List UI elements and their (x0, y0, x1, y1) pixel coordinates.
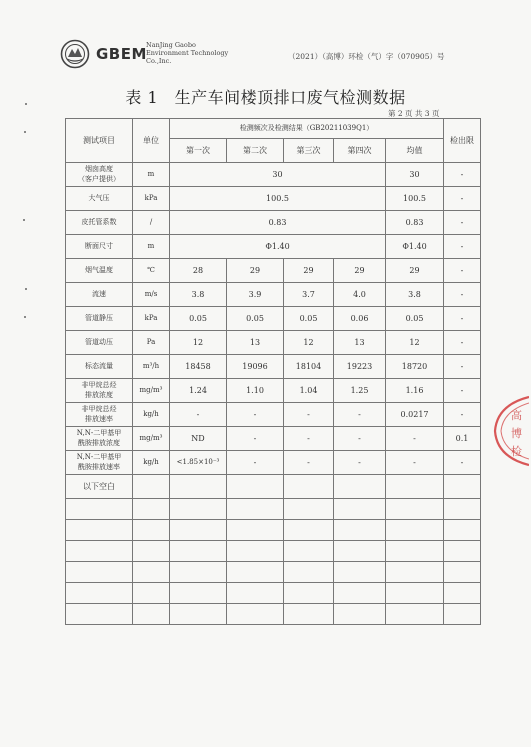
row-value: - (227, 427, 284, 451)
empty-cell (66, 499, 133, 520)
empty-cell (66, 520, 133, 541)
row-unit: m (133, 163, 170, 187)
row-item: 流速 (66, 283, 133, 307)
row-value: 3.7 (284, 283, 334, 307)
margin-mark (24, 131, 26, 133)
header-run-2: 第二次 (227, 139, 284, 163)
row-unit: ℃ (133, 259, 170, 283)
margin-mark (24, 316, 26, 318)
row-item: N,N-二甲基甲 酰胺排放速率 (66, 451, 133, 475)
row-value: 0.05 (227, 307, 284, 331)
empty-cell (284, 475, 334, 499)
empty-row (66, 541, 481, 562)
row-unit: mg/m³ (133, 379, 170, 403)
empty-cell (386, 541, 444, 562)
table-row (66, 283, 481, 307)
empty-cell (284, 583, 334, 604)
row-value: 29 (284, 259, 334, 283)
table-title: 表 1 生产车间楼顶排口废气检测数据 (125, 88, 406, 107)
row-item: 断面尺寸 (66, 235, 133, 259)
empty-cell (170, 604, 227, 625)
table-row (66, 331, 481, 355)
row-value: 13 (334, 331, 386, 355)
header-unit: 单位 (133, 119, 170, 163)
empty-cell (386, 604, 444, 625)
header-results: 检测频次及检测结果（GB20211039Q1） (170, 119, 444, 139)
empty-cell (386, 475, 444, 499)
empty-cell (227, 499, 284, 520)
blank-note: 以下空白 (66, 475, 133, 499)
empty-cell (227, 604, 284, 625)
row-average: 0.05 (386, 307, 444, 331)
empty-cell (444, 562, 481, 583)
row-unit: mg/m³ (133, 427, 170, 451)
row-value: - (227, 451, 284, 475)
empty-cell (334, 520, 386, 541)
header-run-3: 第三次 (284, 139, 334, 163)
row-limit: - (444, 355, 481, 379)
row-unit: kPa (133, 187, 170, 211)
row-average: 100.5 (386, 187, 444, 211)
row-average: - (386, 427, 444, 451)
empty-cell (334, 541, 386, 562)
empty-cell (284, 499, 334, 520)
row-limit: - (444, 163, 481, 187)
row-average: Φ1.40 (386, 235, 444, 259)
row-value: 29 (227, 259, 284, 283)
row-value: 0.05 (284, 307, 334, 331)
row-value: 18458 (170, 355, 227, 379)
empty-cell (170, 541, 227, 562)
empty-cell (170, 520, 227, 541)
row-limit: - (444, 451, 481, 475)
empty-cell (227, 541, 284, 562)
row-limit: 0.1 (444, 427, 481, 451)
svg-text:检: 检 (511, 445, 522, 458)
header-run-1: 第一次 (170, 139, 227, 163)
empty-cell (133, 475, 170, 499)
empty-cell (386, 583, 444, 604)
row-merged-value: Φ1.40 (170, 235, 386, 259)
empty-cell (444, 583, 481, 604)
margin-mark (25, 103, 27, 105)
row-unit: / (133, 211, 170, 235)
row-unit: m (133, 235, 170, 259)
empty-cell (133, 562, 170, 583)
row-limit: - (444, 211, 481, 235)
row-value: - (227, 403, 284, 427)
empty-cell (444, 499, 481, 520)
empty-row (66, 604, 481, 625)
row-average: 3.8 (386, 283, 444, 307)
row-average: - (386, 451, 444, 475)
blank-note-row (66, 475, 481, 499)
empty-row (66, 583, 481, 604)
row-item: 非甲烷总烃 排放浓度 (66, 379, 133, 403)
row-value: - (284, 451, 334, 475)
table-row (66, 451, 481, 475)
row-item: 标态流量 (66, 355, 133, 379)
header-item: 测试项目 (66, 119, 133, 163)
row-merged-value: 0.83 (170, 211, 386, 235)
row-value: 29 (334, 259, 386, 283)
row-average: 29 (386, 259, 444, 283)
emission-data-table (65, 118, 481, 625)
row-limit: - (444, 307, 481, 331)
row-limit: - (444, 331, 481, 355)
empty-cell (66, 562, 133, 583)
table-row (66, 355, 481, 379)
row-item: 大气压 (66, 187, 133, 211)
row-item: 非甲烷总烃 排放速率 (66, 403, 133, 427)
empty-cell (227, 520, 284, 541)
empty-cell (66, 541, 133, 562)
empty-cell (444, 475, 481, 499)
row-average: 12 (386, 331, 444, 355)
row-unit: kg/h (133, 451, 170, 475)
row-unit: kPa (133, 307, 170, 331)
row-limit: - (444, 403, 481, 427)
row-average: 30 (386, 163, 444, 187)
empty-cell (170, 583, 227, 604)
empty-cell (133, 520, 170, 541)
row-limit: - (444, 379, 481, 403)
table-row (66, 403, 481, 427)
empty-cell (334, 604, 386, 625)
empty-cell (386, 520, 444, 541)
empty-cell (66, 583, 133, 604)
header-run-4: 第四次 (334, 139, 386, 163)
table-row (66, 187, 481, 211)
margin-mark (23, 219, 25, 221)
row-value: 1.24 (170, 379, 227, 403)
page-number: 第 2 页 共 3 页 (388, 109, 440, 118)
row-value: 28 (170, 259, 227, 283)
row-item: 管道静压 (66, 307, 133, 331)
row-unit: kg/h (133, 403, 170, 427)
company-name: NanJing Gaobo Environment Technology Co.,Inc. (146, 41, 229, 65)
row-value: 3.8 (170, 283, 227, 307)
empty-cell (444, 604, 481, 625)
row-item: 烟囱高度 （客户提供） (66, 163, 133, 187)
row-item: N,N-二甲基甲 酰胺排放浓度 (66, 427, 133, 451)
row-value: - (334, 451, 386, 475)
row-value: 19223 (334, 355, 386, 379)
row-value: 19096 (227, 355, 284, 379)
row-value: 0.06 (334, 307, 386, 331)
empty-cell (133, 604, 170, 625)
row-value: 1.04 (284, 379, 334, 403)
row-value: 3.9 (227, 283, 284, 307)
empty-cell (133, 541, 170, 562)
row-value: 12 (284, 331, 334, 355)
row-value: <1.85×10⁻³ (170, 451, 227, 475)
table-row (66, 379, 481, 403)
empty-cell (170, 475, 227, 499)
row-value: - (284, 403, 334, 427)
empty-cell (284, 562, 334, 583)
row-limit: - (444, 235, 481, 259)
empty-cell (386, 562, 444, 583)
table-row (66, 235, 481, 259)
row-value: 0.05 (170, 307, 227, 331)
empty-row (66, 499, 481, 520)
empty-cell (227, 583, 284, 604)
empty-cell (133, 499, 170, 520)
row-value: 18104 (284, 355, 334, 379)
empty-cell (170, 499, 227, 520)
empty-row (66, 562, 481, 583)
row-unit: m³/h (133, 355, 170, 379)
row-value: - (334, 403, 386, 427)
table-row (66, 211, 481, 235)
empty-cell (386, 499, 444, 520)
row-item: 管道动压 (66, 331, 133, 355)
row-value: - (334, 427, 386, 451)
empty-cell (334, 583, 386, 604)
row-limit: - (444, 259, 481, 283)
empty-cell (66, 604, 133, 625)
row-value: ND (170, 427, 227, 451)
empty-cell (444, 520, 481, 541)
brand-name: GBEM (96, 45, 147, 63)
row-value: 1.10 (227, 379, 284, 403)
table-row (66, 259, 481, 283)
row-value: 4.0 (334, 283, 386, 307)
row-item: 皮托管系数 (66, 211, 133, 235)
row-limit: - (444, 187, 481, 211)
header-average: 均值 (386, 139, 444, 163)
table-row (66, 427, 481, 451)
empty-cell (284, 520, 334, 541)
header-limit: 检出限 (444, 119, 481, 163)
row-value: 12 (170, 331, 227, 355)
report-number: （2021）（高博）环检（气）字（070905）号 (288, 52, 445, 61)
empty-cell (227, 475, 284, 499)
row-unit: Pa (133, 331, 170, 355)
empty-cell (284, 604, 334, 625)
empty-cell (334, 562, 386, 583)
empty-cell (334, 475, 386, 499)
row-average: 18720 (386, 355, 444, 379)
row-value: - (170, 403, 227, 427)
empty-cell (133, 583, 170, 604)
row-average: 0.0217 (386, 403, 444, 427)
empty-cell (170, 562, 227, 583)
row-unit: m/s (133, 283, 170, 307)
row-value: 1.25 (334, 379, 386, 403)
empty-cell (334, 499, 386, 520)
row-merged-value: 100.5 (170, 187, 386, 211)
svg-text:博: 博 (511, 427, 522, 440)
row-limit: - (444, 283, 481, 307)
table-row (66, 163, 481, 187)
row-value: - (284, 427, 334, 451)
empty-cell (444, 541, 481, 562)
row-merged-value: 30 (170, 163, 386, 187)
margin-mark (25, 288, 27, 290)
row-average: 0.83 (386, 211, 444, 235)
row-item: 烟气温度 (66, 259, 133, 283)
svg-text:高: 高 (511, 409, 522, 422)
company-logo-icon (60, 39, 90, 69)
table-row (66, 307, 481, 331)
row-value: 13 (227, 331, 284, 355)
row-average: 1.16 (386, 379, 444, 403)
empty-row (66, 520, 481, 541)
empty-cell (284, 541, 334, 562)
red-seal-stamp (489, 395, 529, 467)
empty-cell (227, 562, 284, 583)
